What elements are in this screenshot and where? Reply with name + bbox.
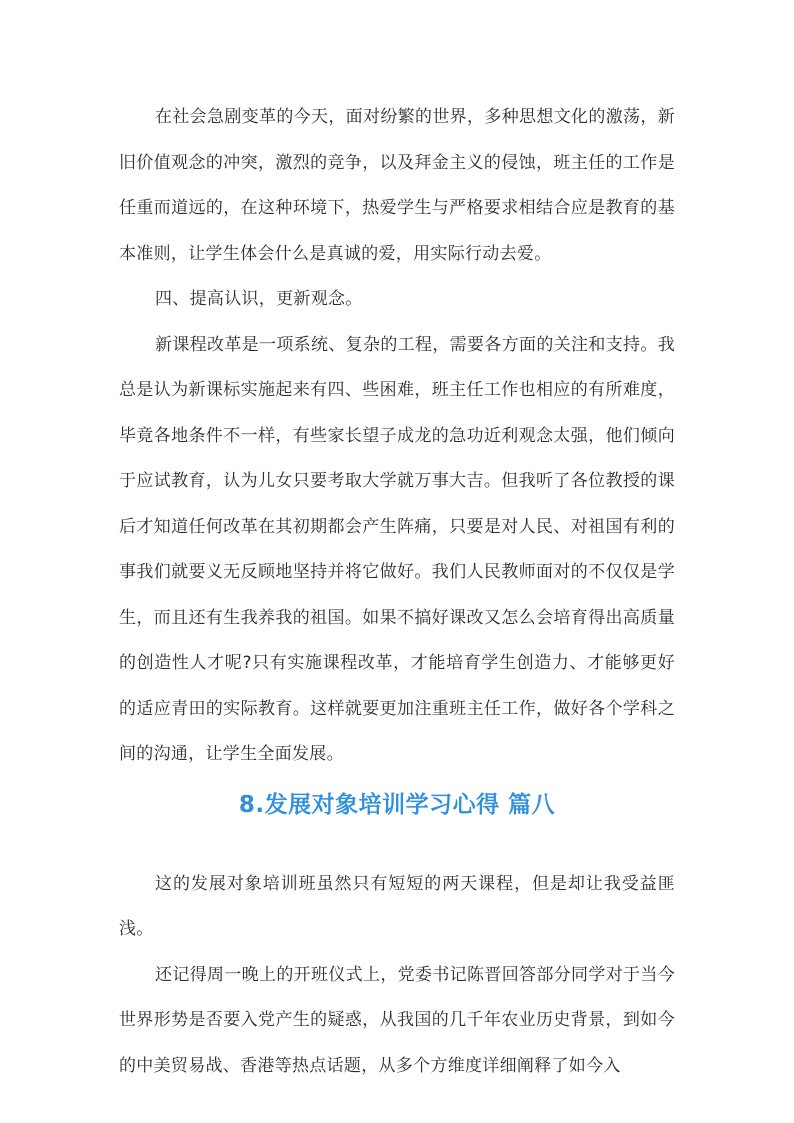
body-paragraph: 新课程改革是一项系统、复杂的工程，需要各方面的关注和支持。我总是认为新课标实施起来有四、些困难，班主任工作也相应的有所难度，毕竟各地条件不一样，有些家长望子成龙的急功近利观念太强，他们倾向于应试教育，认为儿女只要考取大学就万事大吉。但我听了各位教授的课后才知道任何改革在其初期都会产生阵痛，只要是对人民、对祖国有利的事我们就要义无反顾地坚持并将它做好。我们人民教师面对的不仅仅是学生，而且还有生我养我的祖国。如果不搞好课改又怎么会培育得出高质量的创造性人才呢?只有实施课程改革，才能培育学生创造力、才能够更好的适应青田的实际教育。这样就要更加注重班主任工作，做好各个学科之间的沟通，让学生全面发展。 [119, 334, 675, 764]
body-paragraph: 在社会急剧变革的今天，面对纷繁的世界，多种思想文化的激荡，新旧价值观念的冲突，激烈的竞争，以及拜金主义的侵蚀，班主任的工作是任重而道远的，在这种环境下，热爱学生与严格要求相结合应是教育的基本准则，让学生体会什么是真诚的爱，用实际行动去爱。 [119, 107, 675, 264]
body-paragraph: 还记得周一晚上的开班仪式上，党委书记陈晋回答部分同学对于当今世界形势是否要入党产生的疑惑，从我国的几千年农业历史背景，到如今的中美贸易战、香港等热点话题，从多个方维度详细阐释了如今入 [119, 964, 675, 1076]
body-paragraph: 这的发展对象培训班虽然只有短短的两天课程，但是却让我受益匪浅。 [119, 873, 675, 939]
body-paragraph-section-four: 四、提高认识，更新观念。 [155, 289, 363, 309]
section-heading: 8.发展对象培训学习心得 篇八 [238, 791, 556, 818]
document-page [119, 95, 675, 1089]
